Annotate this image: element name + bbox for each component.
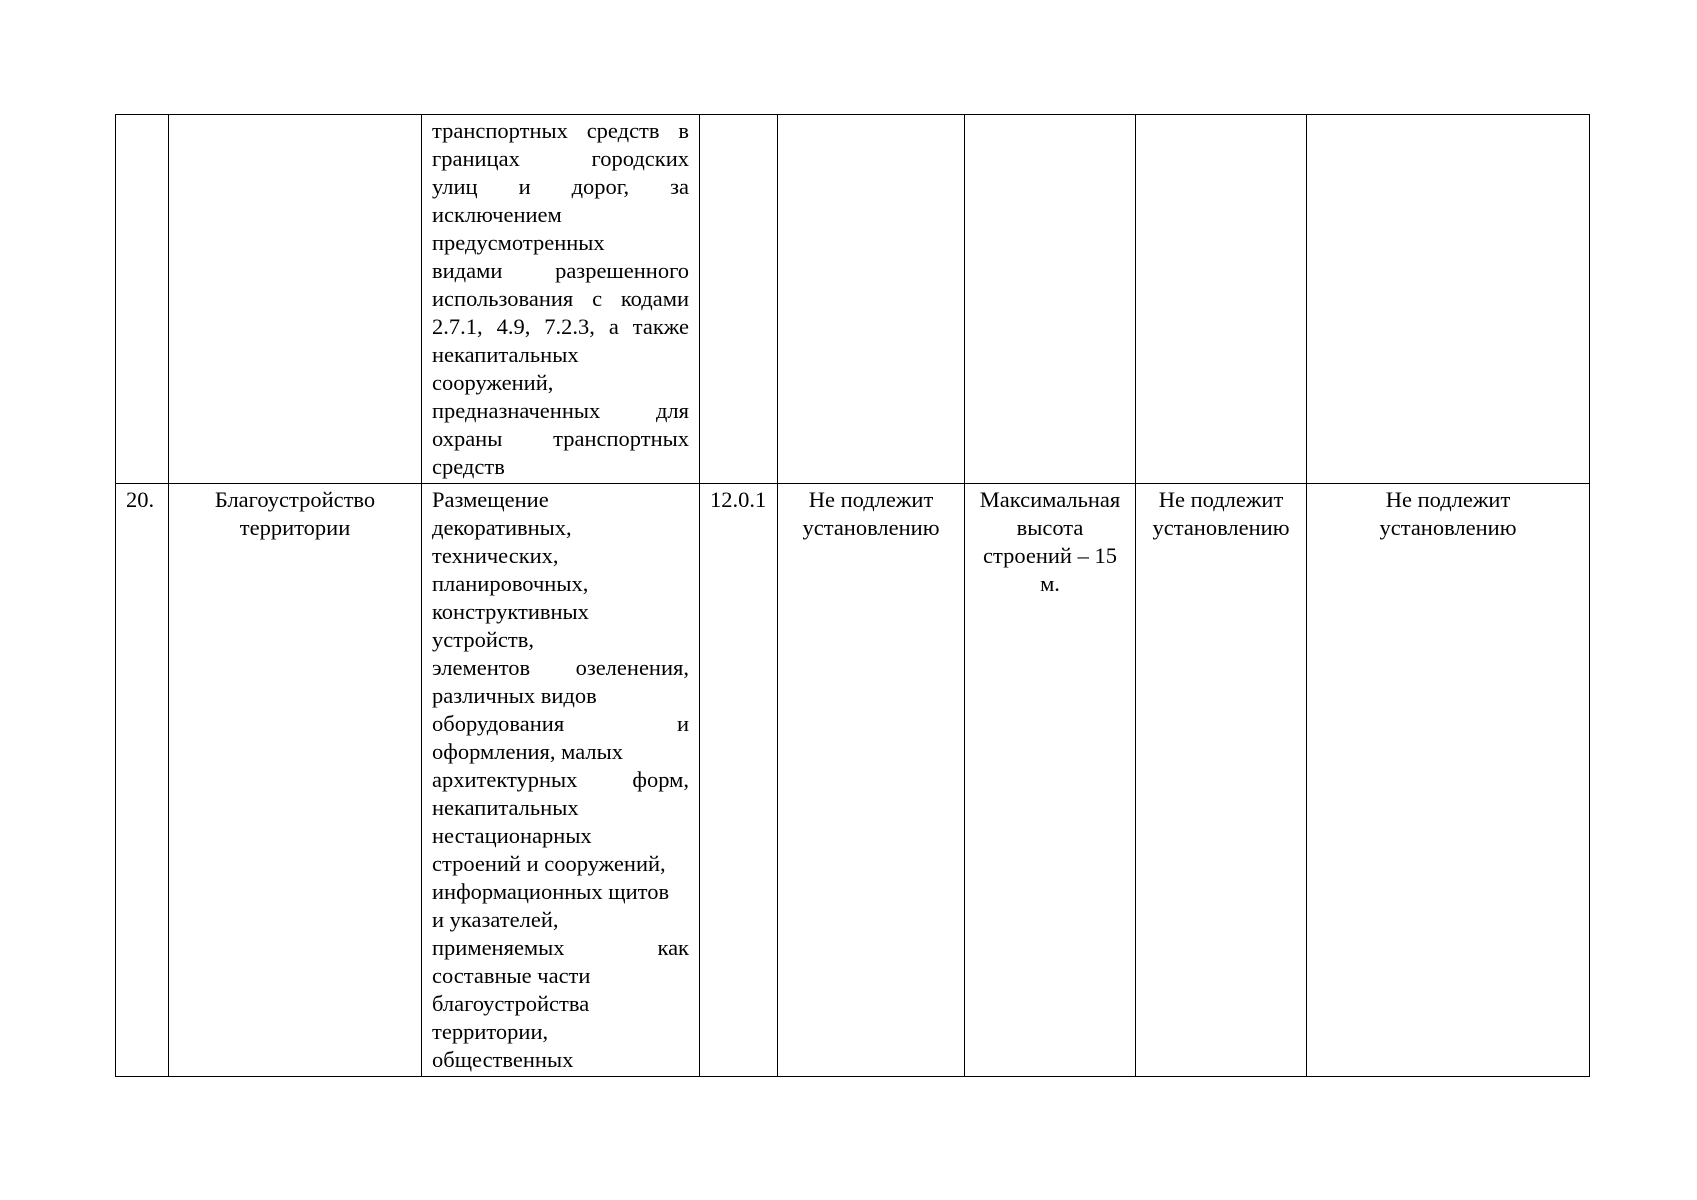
description-line: нестационарных — [432, 823, 592, 848]
parameter-cell-2: Максимальная высота строений – 15 м. — [965, 484, 1136, 1077]
description-line: Размещение — [432, 487, 549, 512]
description-line: некапитальных — [432, 342, 579, 367]
description-line: средств — [432, 454, 505, 479]
description-line: планировочных, — [432, 571, 589, 596]
land-use-description-cell — [422, 484, 700, 1077]
description-line: информационных щитов — [432, 879, 670, 904]
land-use-name-cell — [169, 115, 422, 484]
row-number-cell: 20. — [116, 484, 169, 1077]
land-use-description-cell — [422, 115, 700, 484]
description-line: охраны транспортных — [432, 426, 689, 451]
description-line: конструктивных — [432, 599, 589, 624]
land-use-code-cell — [700, 115, 778, 484]
description-line: составные части — [432, 963, 591, 988]
description-line: декоративных, — [432, 515, 572, 540]
row-number-cell — [116, 115, 169, 484]
description-line: общественных — [432, 1047, 574, 1072]
table-row — [116, 484, 1590, 1077]
description-line: строений и сооружений, — [432, 851, 666, 876]
description-line: технических, — [432, 543, 559, 568]
description-line: предусмотренных — [432, 230, 605, 255]
description-line: применяемых как — [432, 935, 689, 960]
land-use-name-cell: Благоустройство территории — [169, 484, 422, 1077]
description-line: архитектурных форм, — [432, 767, 689, 792]
description-line: оформления, малых — [432, 739, 623, 764]
description-line: использования с кодами — [432, 286, 689, 311]
description-line: улиц и дорог, за — [432, 174, 689, 199]
description-line: территории, — [432, 1019, 549, 1044]
description-line: границах городских — [432, 146, 689, 171]
parameter-cell-3 — [1136, 115, 1307, 484]
description-line: различных видов — [432, 683, 597, 708]
parameter-cell-3: Не подлежит установлению — [1136, 484, 1307, 1077]
description-line: и указателей, — [432, 907, 559, 932]
description-text — [432, 117, 689, 481]
parameter-cell-2 — [965, 115, 1136, 484]
description-line: транспортных средств в — [432, 118, 689, 143]
description-line: предназначенных для — [432, 398, 689, 423]
description-line: благоустройства — [432, 991, 590, 1016]
parameter-cell-4: Не подлежит установлению — [1307, 484, 1590, 1077]
description-text — [432, 486, 689, 1074]
parameter-cell-1 — [778, 115, 965, 484]
description-line: исключением — [432, 202, 562, 227]
description-line: 2.7.1, 4.9, 7.2.3, а также — [432, 314, 689, 339]
description-line: элементов озеленения, — [432, 655, 689, 680]
description-line: видами разрешенного — [432, 258, 689, 283]
description-line: некапитальных — [432, 795, 579, 820]
description-line: устройств, — [432, 627, 534, 652]
zoning-table — [115, 114, 1590, 1077]
description-line: оборудования и — [432, 711, 689, 736]
land-use-code-cell: 12.0.1 — [700, 484, 778, 1077]
table-row — [116, 115, 1590, 484]
description-line: сооружений, — [432, 370, 554, 395]
parameter-cell-1: Не подлежит установлению — [778, 484, 965, 1077]
parameter-cell-4 — [1307, 115, 1590, 484]
